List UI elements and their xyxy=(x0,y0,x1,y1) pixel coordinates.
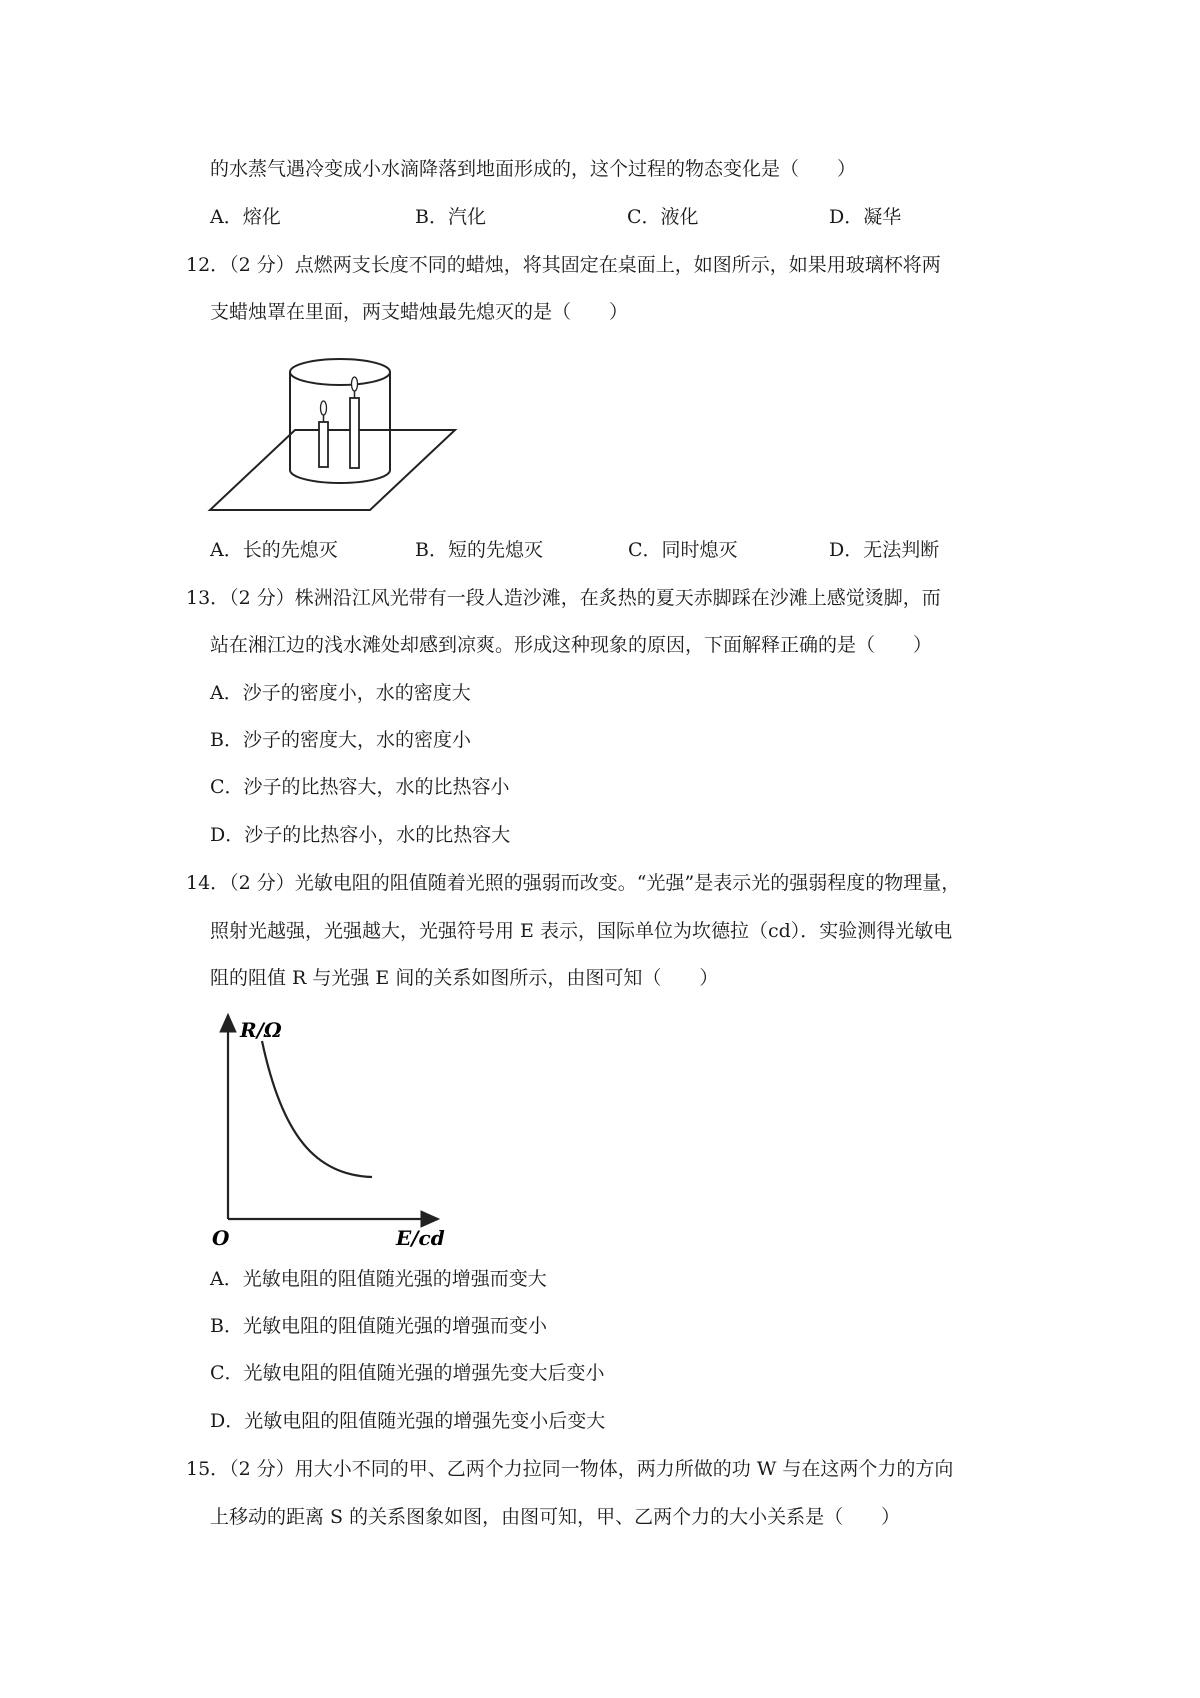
x-axis-label: E/cd xyxy=(396,1226,445,1250)
q13-stem-line1: 13．（2 分）株洲沿江风光带有一段人造沙滩，在炙热的夏天赤脚踩在沙滩上感觉烫脚，而 xyxy=(186,587,941,609)
q11-option-b[interactable]: B．汽化 xyxy=(415,206,486,228)
q14-stem-line3: 阻的阻值 R 与光强 E 间的关系如图所示，由图可知（ ） xyxy=(210,967,719,989)
q11-continued-text: 的水蒸气遇冷变成小水滴降落到地面形成的，这个过程的物态变化是（ ） xyxy=(210,158,857,180)
q12-option-d[interactable]: D．无法判断 xyxy=(829,539,940,561)
q14-option-a[interactable]: A．光敏电阻的阻值随光强的增强而变大 xyxy=(210,1268,547,1290)
q13-option-d[interactable]: D．沙子的比热容小，水的比热容大 xyxy=(210,824,511,846)
q12-option-c[interactable]: C．同时熄灭 xyxy=(628,539,738,561)
q11-option-c[interactable]: C．液化 xyxy=(627,206,699,228)
q14-option-b[interactable]: B．光敏电阻的阻值随光强的增强而变小 xyxy=(210,1315,547,1337)
resistance-curve xyxy=(262,1041,372,1177)
q15-stem-line2: 上移动的距离 S 的关系图象如图，由图可知，甲、乙两个力的大小关系是（ ） xyxy=(210,1506,901,1528)
candles-in-glass-figure xyxy=(210,350,460,520)
origin-label: O xyxy=(212,1226,230,1250)
y-axis-label: R/Ω xyxy=(240,1018,282,1042)
resistance-vs-light-intensity-graph xyxy=(210,1005,450,1250)
q14-stem-line1: 14．（2 分）光敏电阻的阻值随着光照的强弱而改变。“光强”是表示光的强弱程度的物理量， xyxy=(186,872,961,894)
q13-option-a[interactable]: A．沙子的密度小，水的密度大 xyxy=(210,682,471,704)
q13-option-c[interactable]: C．沙子的比热容大，水的比热容小 xyxy=(210,776,510,798)
q14-stem-line2: 照射光越强，光强越大，光强符号用 E 表示，国际单位为坎德拉（cd）．实验测得光敏电 xyxy=(210,920,953,942)
q14-option-c[interactable]: C．光敏电阻的阻值随光强的增强先变大后变小 xyxy=(210,1362,605,1384)
q12-option-a[interactable]: A．长的先熄灭 xyxy=(210,539,338,561)
q13-option-b[interactable]: B．沙子的密度大，水的密度小 xyxy=(210,729,471,751)
q12-stem-line1: 12．（2 分）点燃两支长度不同的蜡烛，将其固定在桌面上，如图所示，如果用玻璃杯将两 xyxy=(186,254,941,276)
q11-option-a[interactable]: A．熔化 xyxy=(210,206,281,228)
q14-option-d[interactable]: D．光敏电阻的阻值随光强的增强先变小后变大 xyxy=(210,1410,606,1432)
q12-stem-line2: 支蜡烛罩在里面，两支蜡烛最先熄灭的是（ ） xyxy=(210,301,629,323)
q12-option-b[interactable]: B．短的先熄灭 xyxy=(415,539,543,561)
q13-stem-line2: 站在湘江边的浅水滩处却感到凉爽。形成这种现象的原因，下面解释正确的是（ ） xyxy=(210,634,933,656)
q15-stem-line1: 15．（2 分）用大小不同的甲、乙两个力拉同一物体，两力所做的功 W 与在这两个力的方向 xyxy=(186,1458,954,1480)
q11-option-d[interactable]: D．凝华 xyxy=(829,206,902,228)
